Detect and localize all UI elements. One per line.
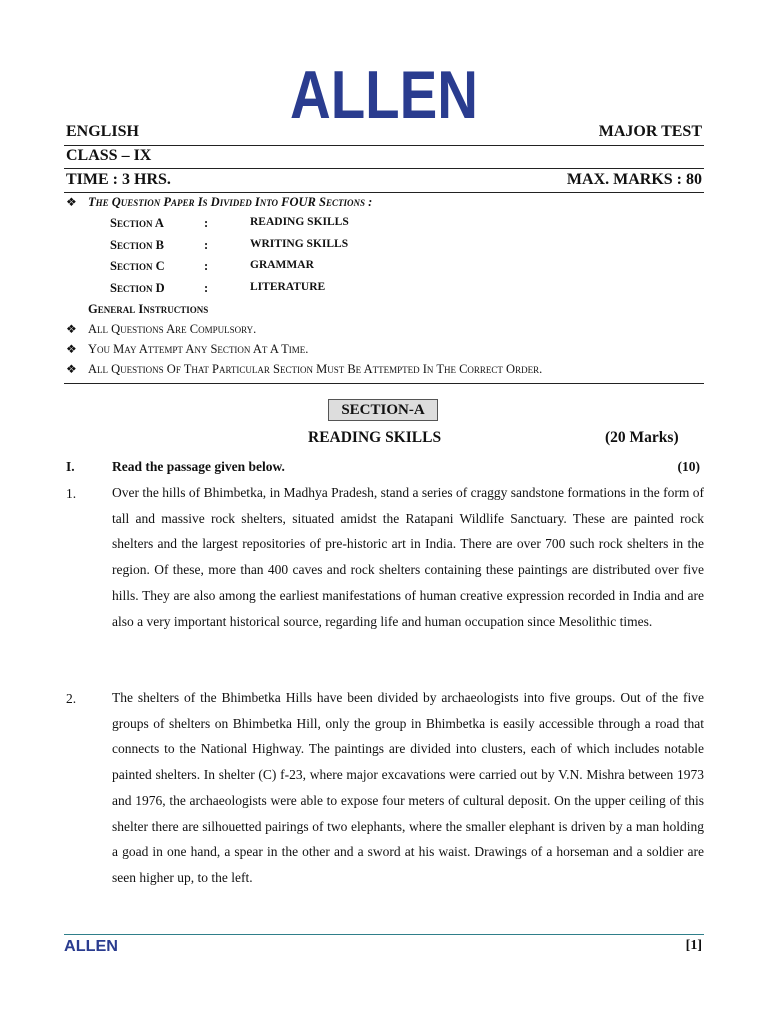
test-name-label: MAJOR TEST (598, 123, 702, 140)
section-colon: : (204, 259, 209, 273)
paragraph-text: Over the hills of Bhimbetka, in Madhya Pradesh, stand a series of craggy sandstone formations in the form of tall and massive rock shelters, situated amidst the Ratapani Wildlife Sanctuary. These are painted rock shelters and the largest repositories of pre-historic art in India. There are over 700 such rock shelters in the region. Of these, more than 400 caves and rock shelters containing these paintings are distributed over five hills. They are also among the earliest manifestations of human creative expression recorded in India and are also a very important historical source, regarding life and human occupation since Mesolithic times. (112, 485, 704, 629)
section-value: WRITING SKILLS (250, 238, 349, 250)
class-label: CLASS – IX (66, 147, 152, 164)
section-value: GRAMMAR (250, 259, 314, 271)
section-name: Section B (110, 238, 164, 252)
section-colon: : (204, 281, 209, 295)
header-rule-3 (64, 192, 704, 193)
footer-logo-text: ALLEN (64, 938, 118, 955)
header-row-class (64, 144, 704, 168)
allen-logo-text: ALLEN (290, 57, 478, 133)
general-instruction-text: All Questions Are Compulsory. (88, 322, 257, 336)
paragraph-number: 2. (66, 691, 77, 706)
section-name: Section C (110, 259, 165, 273)
section-name: Section A (110, 216, 164, 230)
section-a-title: READING SKILLS (308, 429, 442, 446)
question-text: Read the passage given below. (112, 459, 285, 474)
instructions-rule (64, 383, 704, 384)
header-row-time (64, 168, 704, 192)
max-marks-label: MAX. MARKS : 80 (566, 171, 702, 188)
time-label: TIME : 3 HRS. (66, 171, 171, 188)
footer-logo (64, 937, 120, 958)
bullet-icon: ❖ (66, 362, 77, 376)
general-instruction-text: You May Attempt Any Section At A Time. (88, 342, 309, 356)
section-a-marks: (20 Marks) (605, 429, 679, 446)
bullet-icon: ❖ (66, 342, 77, 356)
section-a-label: SECTION-A (328, 399, 438, 421)
section-colon: : (204, 238, 209, 252)
section-name: Section D (110, 281, 165, 295)
question-number: I. (66, 459, 75, 474)
section-value: LITERATURE (250, 281, 326, 293)
footer-allen-logo (64, 937, 120, 953)
instructions-intro-text: The Question Paper Is Divided Into FOUR Sections : (88, 195, 373, 209)
question-marks: (10) (677, 459, 700, 474)
subject-label: ENGLISH (66, 123, 139, 140)
bullet-icon: ❖ (66, 195, 77, 209)
page-number: [1] (685, 938, 702, 953)
bullet-icon: ❖ (66, 322, 77, 336)
header-row-subject (64, 120, 704, 144)
section-value: READING SKILLS (250, 216, 349, 228)
general-instruction-text: All Questions Of That Particular Section Must Be Attempted In The Correct Order. (88, 362, 543, 376)
footer-rule (64, 934, 704, 935)
paragraph-text: The shelters of the Bhimbetka Hills have been divided by archaeologists into five groups. Out of the five groups of shelters on Bhimbetka Hill, only the group in Bhimbetka is easily accessible through a road that connects to the National Highway. The paintings are divided into clusters, each of which includes notable painted shelters. In shelter (C) f-23, where major excavations were carried out by V.N. Mishra between 1973 and 1976, the archaeologists were able to expose four meters of cultural deposit. On the upper ceiling of this shelter there are silhouetted pairings of two elephants, where the smaller elephant is driven by a man holding a goad in one hand, a spear in the other and a sword at his waist. Drawings of a horseman and a soldier are seen higher up, to the left. (112, 690, 704, 885)
general-instructions-heading: General Instructions (88, 302, 209, 316)
paragraph-number: 1. (66, 486, 77, 501)
allen-logo (288, 57, 480, 133)
section-colon: : (204, 216, 209, 230)
